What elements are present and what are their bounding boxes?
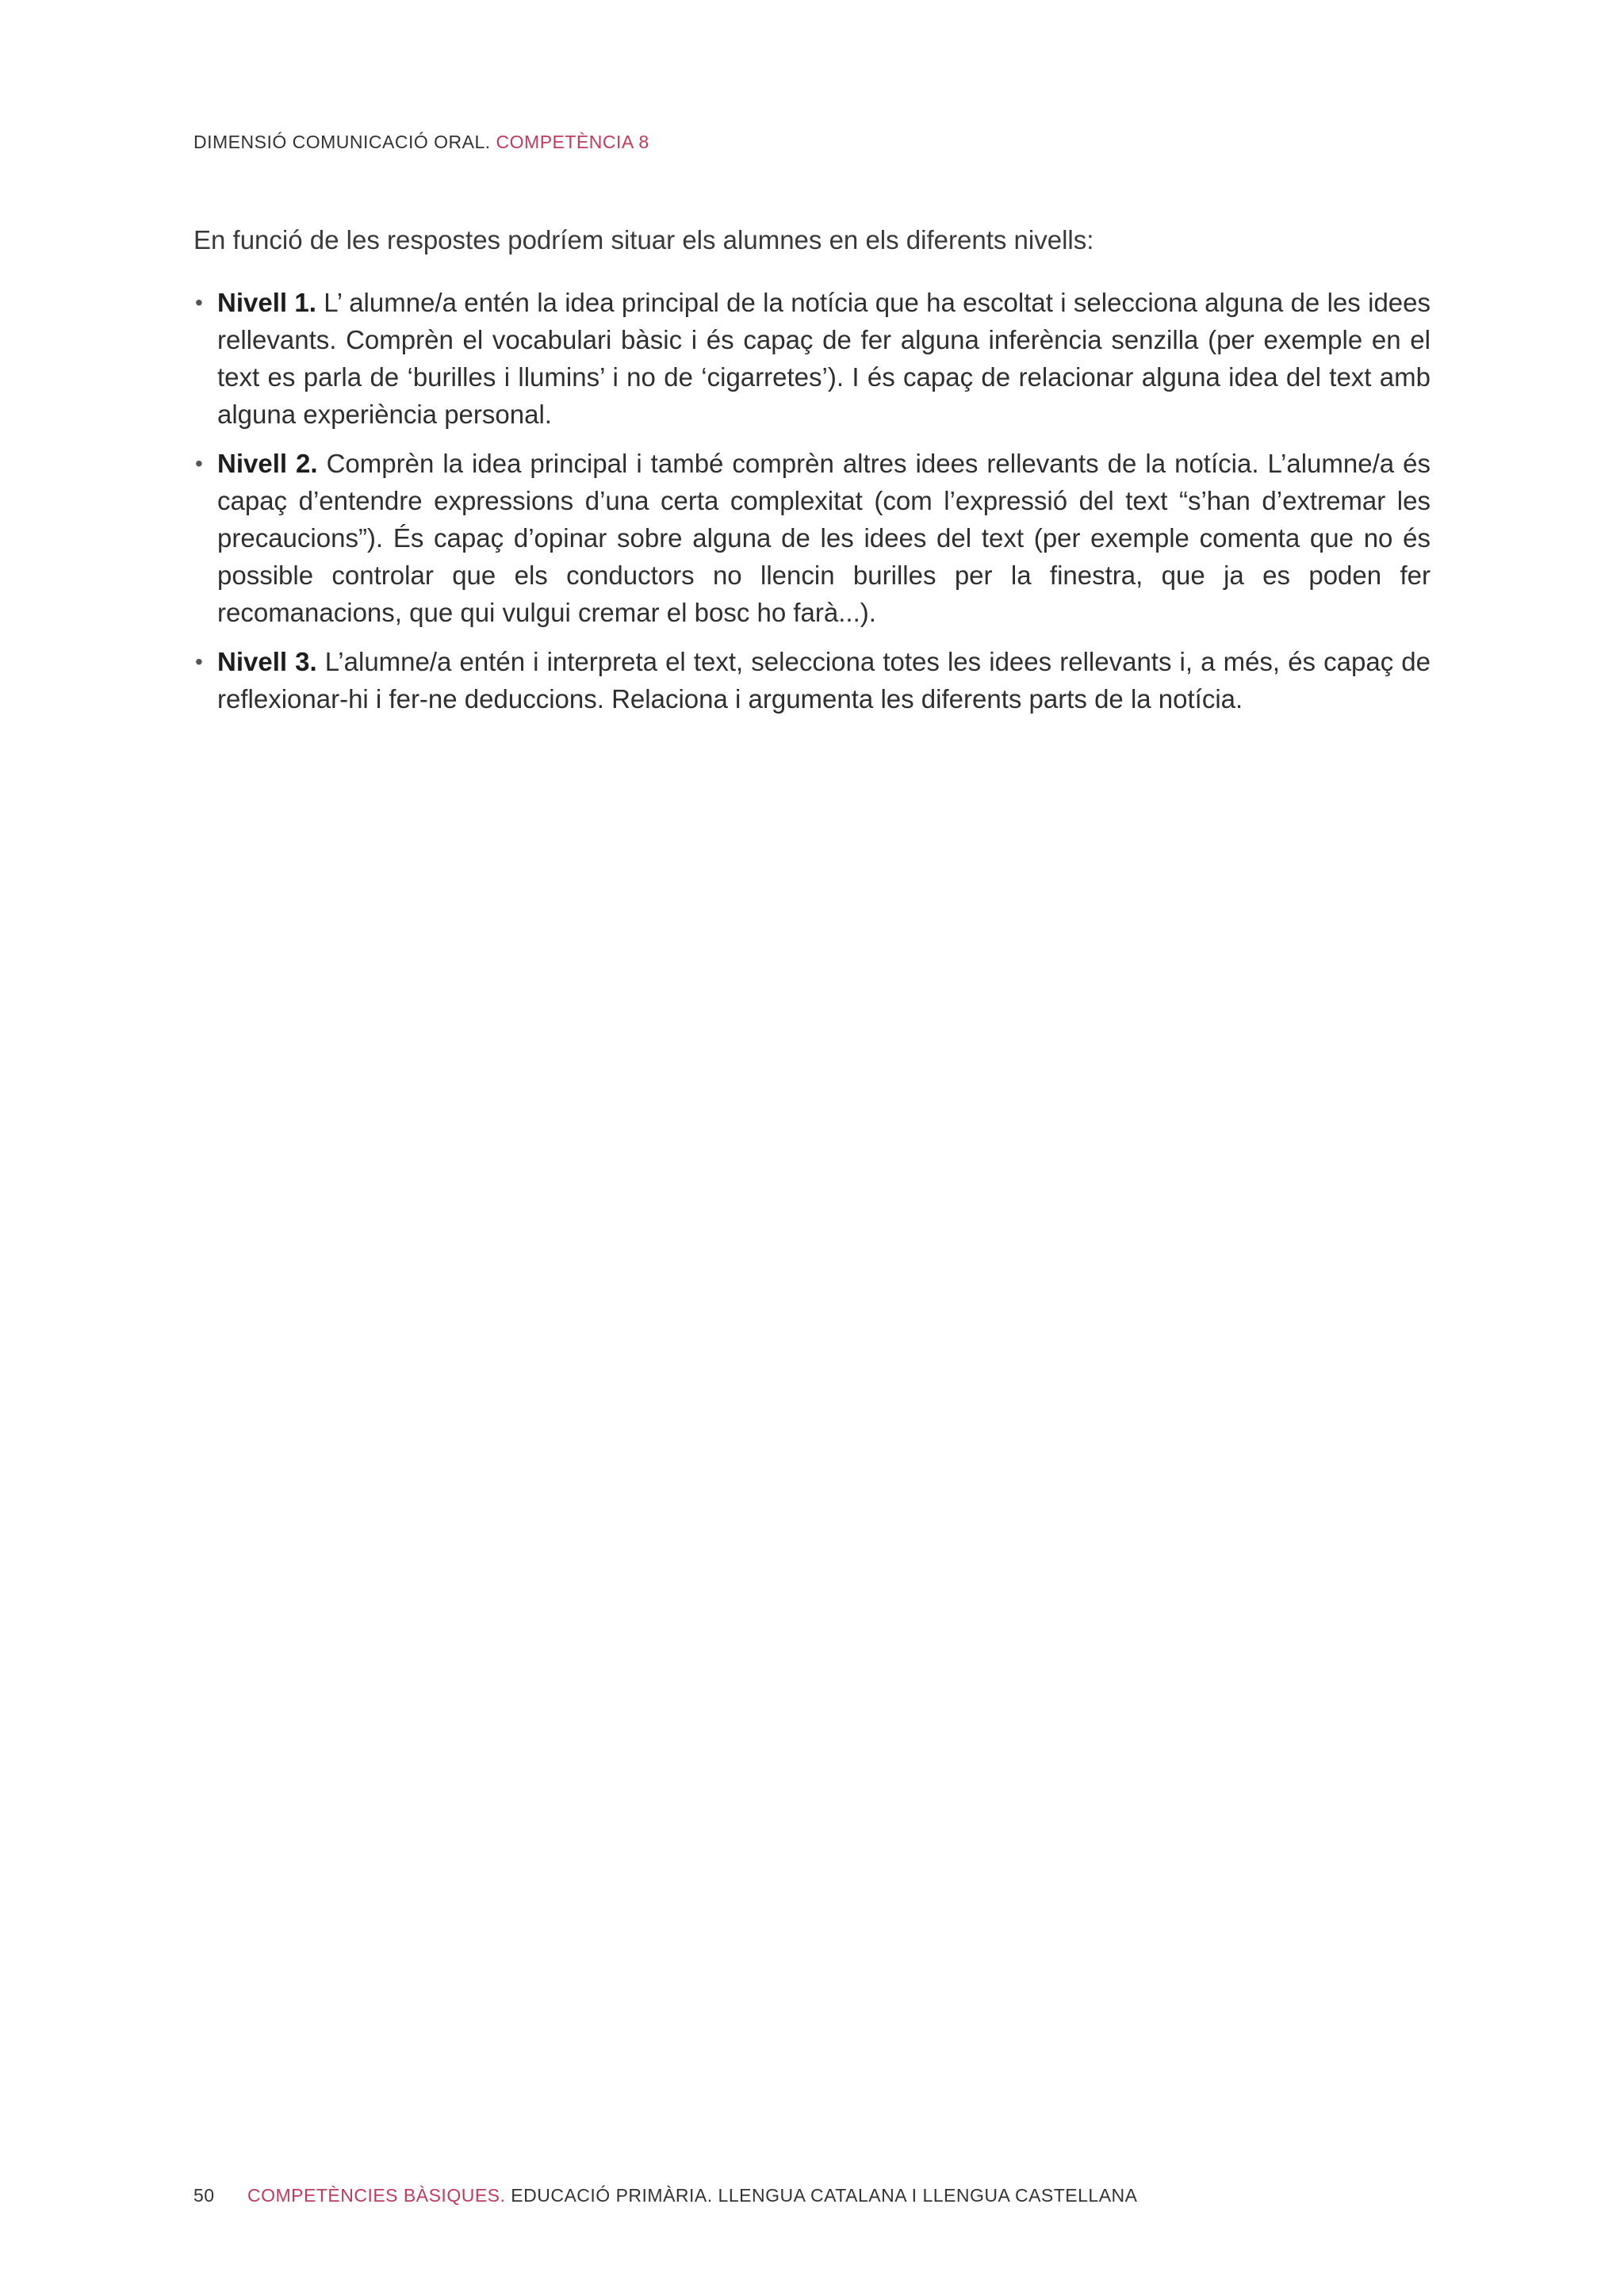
level-item-1 — [193, 284, 1431, 433]
header-section: DIMENSIÓ COMUNICACIÓ ORAL. — [193, 132, 491, 152]
bullet-icon: • — [195, 451, 203, 476]
level-label: Nivell 2. — [217, 449, 318, 478]
running-header — [193, 132, 649, 153]
intro-paragraph: En funció de les respostes podríem situar els alumnes en els diferents nivells: — [193, 225, 1094, 254]
level-item-2 — [193, 445, 1431, 631]
bullet-icon: • — [195, 649, 203, 674]
footer-title: EDUCACIÓ PRIMÀRIA. LLENGUA CATALANA I LLENGUA CASTELLANA — [511, 2185, 1138, 2206]
running-footer — [193, 2185, 1138, 2206]
levels-list — [193, 284, 1431, 729]
bullet-icon: • — [195, 290, 203, 315]
level-label: Nivell 3. — [217, 647, 317, 676]
level-item-3 — [193, 643, 1431, 718]
level-label: Nivell 1. — [217, 288, 316, 317]
header-competence: COMPETÈNCIA 8 — [496, 132, 649, 152]
footer-series: COMPETÈNCIES BÀSIQUES. — [247, 2185, 506, 2206]
page-number: 50 — [193, 2185, 215, 2206]
level-text: Comprèn la idea principal i també comprèn altres idees rellevants de la notícia. L’alumne/a és capaç d’entendre expressions d’una certa complexitat (com l’expressió del text “s’han d’extremar les precaucions”). És capaç d’opinar sobre alguna de les idees del text (per exemple comenta que no és possible controlar que els conductors no llencin burilles per la finestra, que ja es poden fer recomanacions, que qui vulgui cremar el bosc ho farà...). — [217, 449, 1431, 627]
level-text: L’alumne/a entén i interpreta el text, selecciona totes les idees rellevants i, a més, és capaç de reflexionar-hi i fer-ne deduccions. Relaciona i argumenta les diferents parts de la notícia. — [217, 647, 1431, 714]
level-text: L’ alumne/a entén la idea principal de la notícia que ha escoltat i selecciona alguna de les idees rellevants. Comprèn el vocabulari bàsic i és capaç de fer alguna inferència senzilla (per exemple en el text es parla de ‘burilles i llumins’ i no de ‘cigarretes’). I és capaç de relacionar alguna idea del text amb alguna experiència personal. — [217, 288, 1431, 429]
